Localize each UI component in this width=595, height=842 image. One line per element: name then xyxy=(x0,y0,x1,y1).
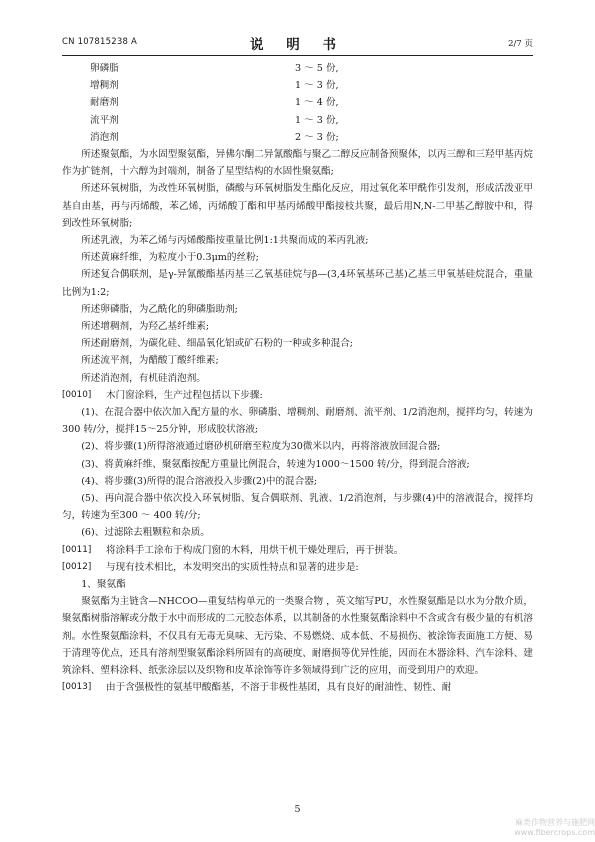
paragraph-text: 将涂料手工涂布于构成门窗的木料，用烘干机干燥处理后，再于拼装。 xyxy=(106,544,404,556)
component-name: 流平剂 xyxy=(90,114,119,126)
paragraph-number: [0013] xyxy=(62,682,92,693)
process-step: (3)、将黄麻纤维、聚氨酯按配方重量比例混合，转速为1000～1500 转/分，得到混合溶液; xyxy=(81,458,470,470)
site-watermark xyxy=(470,818,595,838)
paragraph-number: [0011] xyxy=(62,544,92,555)
header-rule xyxy=(62,55,533,56)
component-amount: 3 ～ 5 份, xyxy=(295,63,339,74)
thickener-description: 所述增稠剂，为羟乙基纤维素; xyxy=(81,320,210,332)
component-row xyxy=(62,60,533,77)
coupling-agent-description: 所述复合偶联剂，是γ-异氰酸酯基丙基三乙氧基硅烷与β—(3,4环氧基环己基)乙基三甲氧基硅烷混合，重量比例为1:2; xyxy=(62,269,533,298)
paragraph-text: 与现有技术相比，本发明突出的实质性特点和显著的进步是: xyxy=(106,561,359,573)
component-name: 耐磨剂 xyxy=(90,97,119,109)
lecithin-description: 所述卵磷脂，为乙酰化的卵磷脂助剂; xyxy=(81,303,238,315)
paragraph-0011 xyxy=(62,542,533,559)
watermark-url: www.fibercrops.com xyxy=(514,828,595,837)
process-step: (1)、在混合器中依次加入配方量的水、卵磷脂、增稠剂、耐磨剂、流平剂、1/2消泡剂，搅拌均匀，转速为300 转/分，搅拌15～25分钟，形成胶状溶液; xyxy=(62,406,533,436)
publication-number: CN 107815238 A xyxy=(62,37,137,47)
component-row xyxy=(62,112,533,129)
component-amount: 1 ～ 4 份, xyxy=(295,97,339,109)
component-row xyxy=(62,94,533,111)
wear-agent-description: 所述耐磨剂，为碳化硅、细晶氧化铝或矿石粉的一种或多种混合; xyxy=(81,338,354,350)
epoxy-resin-description: 所述环氧树脂，为改性环氧树脂，磷酸与环氧树脂发生酯化反应，用过氧化苯甲酰作引发剂，形成活泼亚甲基自由基，再与丙烯酸，苯乙烯，丙烯酸丁酯和甲基丙烯酸甲酯接枝共聚，最后用N,N-二甲基乙醇胺中和，得到改性环氧树脂; xyxy=(62,183,533,229)
leveling-agent-description: 所述流平剂，为醋酸丁酸纤维素; xyxy=(81,355,219,367)
paragraph-number: [0010] xyxy=(62,389,92,400)
paragraph-text: 木门窗涂料，生产过程包括以下步骤: xyxy=(106,389,263,401)
paragraph-text: 由于含强极性的氨基甲酸酯基，不溶于非极性基团，具有良好的耐油性、韧性、耐 xyxy=(106,682,452,694)
watermark-title: 麻类作物营养与施肥网 xyxy=(515,818,595,827)
component-name: 消泡剂 xyxy=(90,131,119,143)
defoamer-description: 所述消泡剂，有机硅消泡剂。 xyxy=(81,372,206,384)
paragraph-0012 xyxy=(62,559,533,576)
section-heading: 1、聚氨酯 xyxy=(81,579,126,591)
polyurethane-description: 所述聚氨酯，为水固型聚氨酯，异佛尔酮二异氰酸酯与聚乙二醇反应制备预聚体，以丙三醇和三羟甲基丙烷作为扩链剂，十六醇为封端剂，制备了星型结构的水固性聚氨酯; xyxy=(62,148,533,178)
process-step: (2)、将步骤(1)所得溶液通过磨砂机研磨至粒度为30微米以内，再将溶液放回混合器; xyxy=(81,441,441,453)
page-fraction: 2/7 页 xyxy=(508,39,533,49)
paragraph-number: [0012] xyxy=(62,561,92,572)
process-step: (6)、过滤除去粗颗粒和杂质。 xyxy=(81,527,210,539)
component-amount: 1 ～ 3 份, xyxy=(295,114,339,126)
paragraph-0010 xyxy=(62,387,533,404)
component-row xyxy=(62,129,533,146)
emulsion-description: 所述乳液，为苯乙烯与丙烯酸酯按重量比例1:1共聚而成的苯丙乳液; xyxy=(81,234,369,246)
component-name: 卵磷脂 xyxy=(90,63,119,74)
component-amount: 2 ～ 3 份; xyxy=(295,131,339,143)
page-number: 5 xyxy=(294,804,301,815)
jute-fiber-description: 所述黄麻纤维，为粒度小于0.3μm的丝粉; xyxy=(81,252,259,264)
document-title: 说 明 书 xyxy=(250,37,345,53)
process-step: (4)、将步骤(3)所得的混合溶液投入步骤(2)中的混合器; xyxy=(81,475,318,487)
process-step: (5)、再向混合器中依次投入环氧树脂、复合偶联剂、乳液、1/2消泡剂，与步骤(4)中的溶液混合，搅拌均匀，转速为至300 ～ 400 转/分; xyxy=(62,493,533,522)
paragraph-0013 xyxy=(62,679,533,696)
page-header xyxy=(62,33,533,51)
component-row xyxy=(62,77,533,94)
polyurethane-advantages: 聚氨酯为主链含—NHCOO—重复结构单元的一类聚合物 ，英文缩写PU，水性聚氨酯是以水为分散介质，聚氨酯树脂溶解或分散于水中而形成的二元胶态体系，以其制备的水性聚氨酯涂料中不含或含有极少量的有机溶剂。水性聚氨酯涂料，不仅具有无毒无臭味、无污染、不易燃烧、成本低、不易损伤、被涂饰表面施工方便、易于清理等优点，还具有溶剂型聚氨酯涂料所固有的高硬度、耐磨损等优异性能，因而在木器涂料、汽车涂料、建筑涂料、塑料涂料、纸张涂层以及织物和皮革涂饰等许多领域得到广泛的应用，而受到用户的欢迎。 xyxy=(62,596,533,677)
component-amount: 1 ～ 3 份, xyxy=(295,80,339,92)
document-body xyxy=(62,60,533,696)
component-name: 增稠剂 xyxy=(90,80,119,92)
